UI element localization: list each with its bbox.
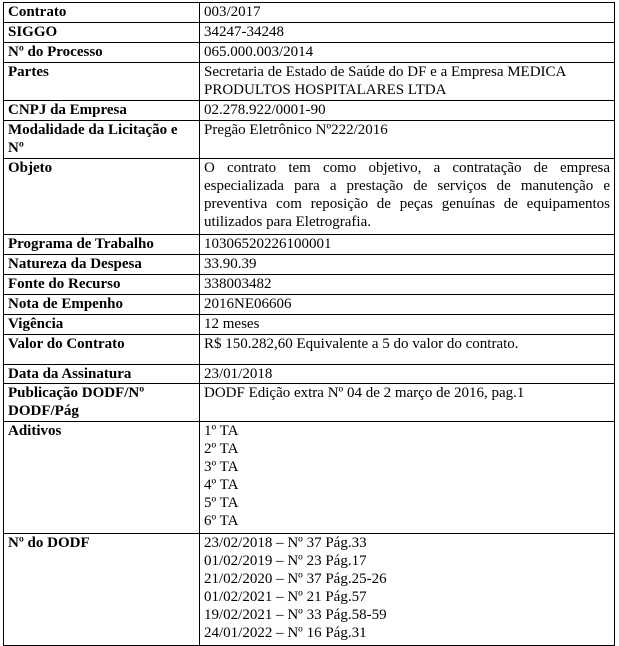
row-partes [4,63,615,101]
dodf-item: 23/02/2018 – Nº 37 Pág.33 [204,535,367,551]
value-modalidade: Pregão Eletrônico Nº222/2016 [200,121,615,159]
row-vigencia [4,315,615,335]
row-cnpj [4,101,615,121]
label-siggo: SIGGO [4,23,200,43]
row-fonte [4,275,615,295]
row-siggo [4,23,615,43]
value-dodf [200,534,615,646]
contract-table [3,2,615,646]
row-processo [4,43,615,63]
label-publicacao: Publicação DODF/Nº DODF/Pág [4,384,200,422]
label-contrato: Contrato [4,3,200,23]
row-dodf [4,534,615,646]
value-aditivos [200,422,615,534]
aditivo-item: 5º TA [204,495,239,511]
row-publicacao [4,384,615,422]
aditivo-item: 2º TA [204,441,239,457]
row-valor [4,335,615,365]
value-natureza: 33.90.39 [200,255,615,275]
dodf-item: 24/01/2022 – Nº 16 Pág.31 [204,625,367,641]
row-modalidade [4,121,615,159]
label-objeto: Objeto [4,159,200,235]
label-modalidade: Modalidade da Licitação e Nº [4,121,200,159]
value-partes: Secretaria de Estado de Saúde do DF e a Empresa MEDICA PRODULTOS HOSPITALARES LTDA [200,63,615,101]
aditivo-item: 1º TA [204,423,239,439]
label-assinatura: Data da Assinatura [4,365,200,384]
value-publicacao: DODF Edição extra Nº 04 de 2 março de 2016, pag.1 [200,384,615,422]
value-assinatura: 23/01/2018 [200,365,615,384]
row-natureza [4,255,615,275]
label-fonte: Fonte do Recurso [4,275,200,295]
label-cnpj: CNPJ da Empresa [4,101,200,121]
value-valor: R$ 150.282,60 Equivalente a 5 do valor do contrato. [200,335,615,365]
value-objeto: O contrato tem como objetivo, a contratação de empresa especializada para a prestação de serviços de manutenção e preventiva com reposição de peças genuínas de equipamentos utilizados para Eletrografia. [200,159,615,235]
label-processo: Nº do Processo [4,43,200,63]
aditivo-item: 4º TA [204,477,239,493]
label-partes: Partes [4,63,200,101]
value-processo: 065.000.003/2014 [200,43,615,63]
value-contrato: 003/2017 [200,3,615,23]
dodf-item: 21/02/2020 – Nº 37 Pág.25-26 [204,571,387,587]
row-aditivos [4,422,615,534]
value-vigencia: 12 meses [200,315,615,335]
value-siggo: 34247-34248 [200,23,615,43]
label-aditivos: Aditivos [4,422,200,534]
value-fonte: 338003482 [200,275,615,295]
value-programa: 10306520226100001 [200,235,615,255]
value-empenho: 2016NE06606 [200,295,615,315]
dodf-item: 01/02/2021 – Nº 21 Pág.57 [204,589,367,605]
label-empenho: Nota de Empenho [4,295,200,315]
aditivo-item: 6º TA [204,513,239,529]
label-natureza: Natureza da Despesa [4,255,200,275]
dodf-item: 01/02/2019 – Nº 23 Pág.17 [204,553,367,569]
aditivo-item: 3º TA [204,459,239,475]
row-contrato [4,3,615,23]
row-programa [4,235,615,255]
label-vigencia: Vigência [4,315,200,335]
label-programa: Programa de Trabalho [4,235,200,255]
label-dodf: Nº do DODF [4,534,200,646]
label-valor: Valor do Contrato [4,335,200,365]
dodf-item: 19/02/2021 – Nº 33 Pág.58-59 [204,607,387,623]
row-assinatura [4,365,615,384]
row-objeto [4,159,615,235]
row-empenho [4,295,615,315]
value-cnpj: 02.278.922/0001-90 [200,101,615,121]
